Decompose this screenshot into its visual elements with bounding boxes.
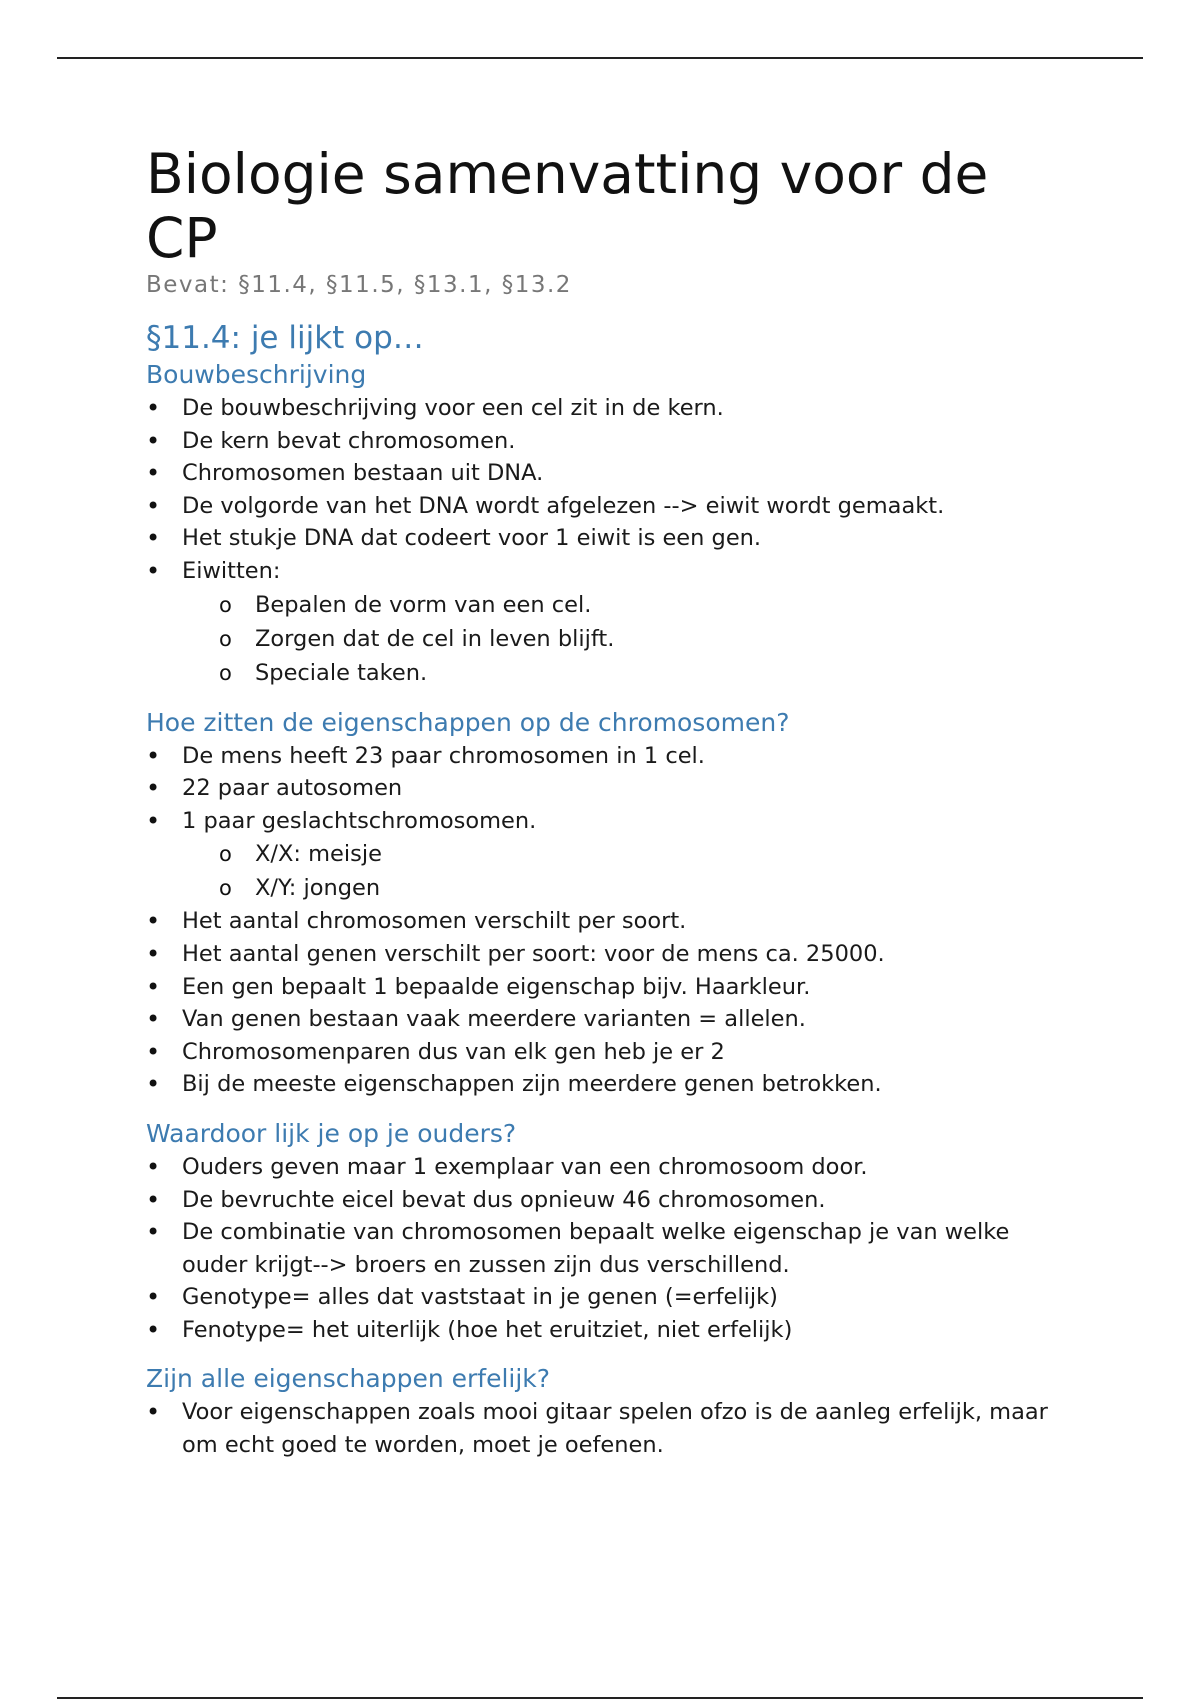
- bottom-rule: [57, 1697, 1143, 1699]
- list-item: • Voor eigenschappen zoals mooi gitaar spelen ofzo is de aanleg erfelijk, maar om echt goed te worden, moet je oefenen.: [146, 1396, 1076, 1461]
- bouw-list: [146, 392, 1076, 588]
- list-item: • Chromosomenparen dus van elk gen heb je er 2: [146, 1036, 1076, 1069]
- subheading-bouwbeschrijving: Bouwbeschrijving: [146, 360, 367, 389]
- subheading-erfelijk: Zijn alle eigenschappen erfelijk?: [146, 1364, 551, 1394]
- sub-list-item: o Zorgen dat de cel in leven blijft.: [146, 622, 1076, 656]
- list-item: • De mens heeft 23 paar chromosomen in 1 cel.: [146, 740, 1076, 773]
- list-item: • Het aantal genen verschilt per soort: voor de mens ca. 25000.: [146, 938, 1076, 971]
- list-item: • De bouwbeschrijving voor een cel zit in de kern.: [146, 392, 1076, 425]
- subheading-ouders: Waardoor lijk je op je ouders?: [146, 1118, 517, 1148]
- list-item: • Een gen bepaalt 1 bepaalde eigenschap bijv. Haarkleur.: [146, 971, 1076, 1004]
- document-body: [146, 142, 1076, 1462]
- list-item: • Van genen bestaan vaak meerdere varianten = allelen.: [146, 1003, 1076, 1036]
- list-item: • De combinatie van chromosomen bepaalt welke eigenschap je van welke ouder krijgt--> broers en zussen zijn dus verschillend.: [146, 1216, 1076, 1281]
- list-item: • 1 paar geslachtschromosomen.: [146, 805, 1076, 838]
- chrom-list-a: [146, 740, 1076, 838]
- sub-list-item: o X/Y: jongen: [146, 871, 1076, 905]
- erfelijk-list: [146, 1396, 1076, 1461]
- list-item: • Bij de meeste eigenschappen zijn meerdere genen betrokken.: [146, 1068, 1076, 1101]
- list-item: • 22 paar autosomen: [146, 772, 1076, 805]
- sub-list-item: o Bepalen de vorm van een cel.: [146, 588, 1076, 622]
- sub-list-item: o X/X: meisje: [146, 837, 1076, 871]
- list-item: • Fenotype= het uiterlijk (hoe het eruitziet, niet erfelijk): [146, 1314, 1076, 1347]
- eiwitten-sublist: [146, 588, 1076, 690]
- ouders-list: [146, 1151, 1076, 1347]
- list-item: • Het aantal chromosomen verschilt per soort.: [146, 905, 1076, 938]
- geslacht-sublist: [146, 837, 1076, 905]
- list-item: • De bevruchte eicel bevat dus opnieuw 46 chromosomen.: [146, 1184, 1076, 1217]
- list-item: • Het stukje DNA dat codeert voor 1 eiwit is een gen.: [146, 522, 1076, 555]
- top-rule: [57, 57, 1143, 59]
- list-item: • De volgorde van het DNA wordt afgelezen --> eiwit wordt gemaakt.: [146, 490, 1076, 523]
- list-item: • De kern bevat chromosomen.: [146, 425, 1076, 458]
- list-item: • Chromosomen bestaan uit DNA.: [146, 457, 1076, 490]
- list-item: • Ouders geven maar 1 exemplaar van een chromosoom door.: [146, 1151, 1076, 1184]
- list-item: • Eiwitten:: [146, 555, 1076, 588]
- sub-list-item: o Speciale taken.: [146, 656, 1076, 690]
- chrom-list-b: [146, 905, 1076, 1101]
- list-item: • Genotype= alles dat vaststaat in je genen (=erfelijk): [146, 1281, 1076, 1314]
- document-subtitle: Bevat: §11.4, §11.5, §13.1, §13.2: [146, 272, 572, 298]
- subheading-chromosomen: Hoe zitten de eigenschappen op de chromosomen?: [146, 707, 790, 737]
- section-heading: §11.4: je lijkt op…: [146, 320, 424, 356]
- document-title: Biologie samenvatting voor de CP: [146, 142, 989, 270]
